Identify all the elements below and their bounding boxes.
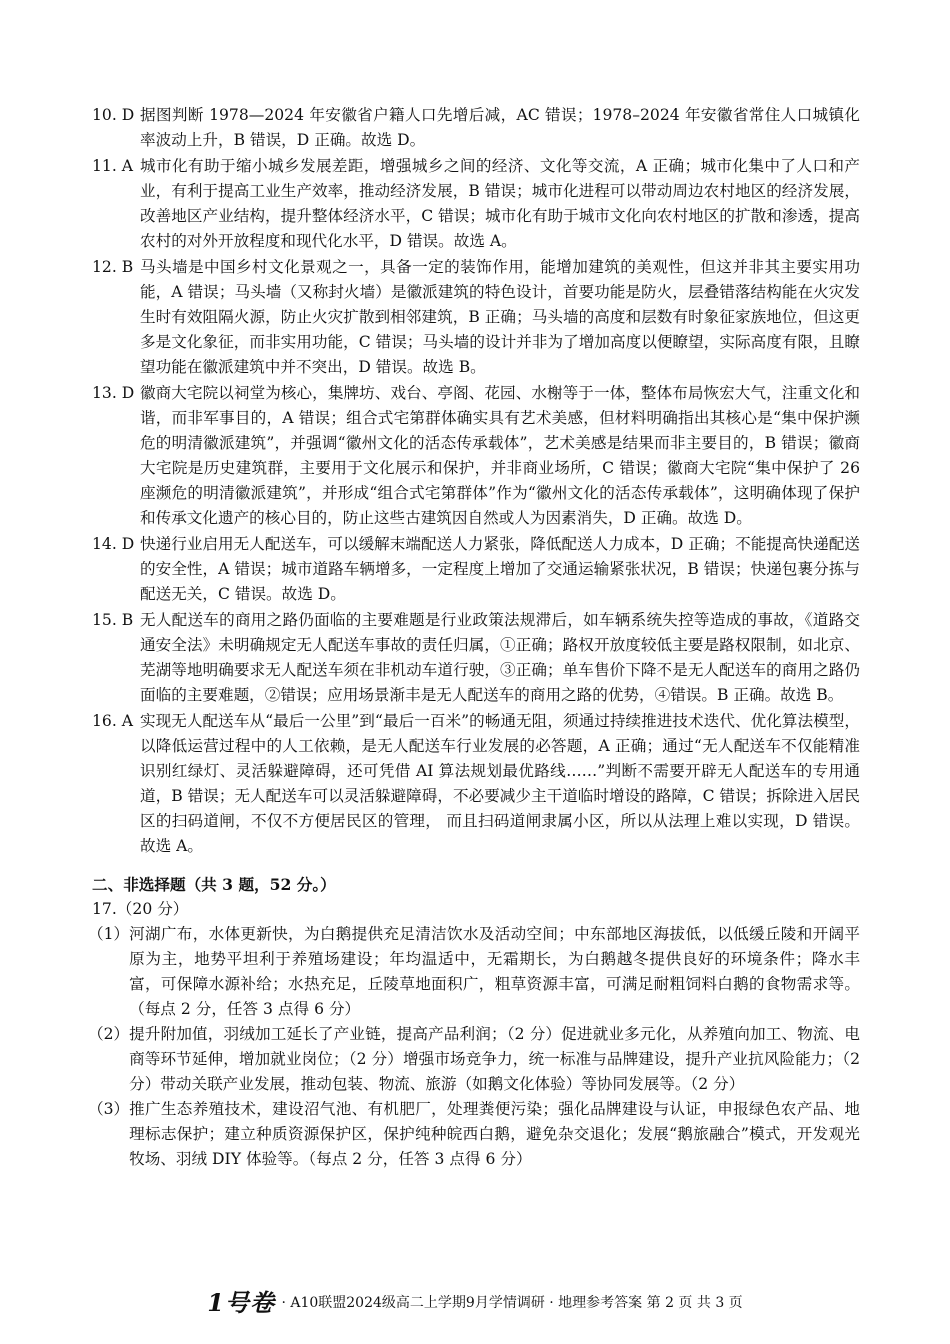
answer-number: 12. B: [92, 258, 134, 276]
section-title: 二、非选择题（共 3 题，52 分。）: [92, 875, 336, 894]
answer-12: [92, 255, 860, 380]
sub-answer-text: 提升附加值，羽绒加工延长了产业链，提高产品利润；（2 分）促进就业多元化，从养殖向加工、物流、电商等环节延伸，增加就业岗位；（2 分）增强市场竞争力，统一标准与品牌建设，提升产业抗风险能力；（2 分）带动关联产业发展，推动包装、物流、旅游（如鹅文化体验）等协同发展等。（2 分）: [129, 1025, 860, 1093]
answer-explanation: 快递行业启用无人配送车，可以缓解末端配送人力紧张，降低配送人力成本，D 正确；不能提高快递配送的安全性，A 错误；城市道路车辆增多，一定程度上增加了交通运输紧张状况，B 错误；快递包裹分拣与配送无关，C 错误。故选 D。: [140, 535, 860, 603]
sub-answer-number: （1）: [88, 925, 130, 943]
answer-10: [92, 103, 860, 153]
answer-15: [92, 608, 860, 708]
answer-number: 10. D: [92, 106, 135, 124]
sub-answer-text: 河湖广布，水体更新快，为白鹅提供充足清洁饮水及活动空间；中东部地区海拔低，以低缓丘陵和开阔平原为主，地势平坦利于养殖场建设；年均温适中，无霜期长，为白鹅越冬提供良好的环境条件；降水丰富，可保障水源补给；水热充足，丘陵草地面积广，粗草资源丰富，可满足耐粗饲料白鹅的食物需求等。（每点 2 分，任答 3 点得 6 分）: [129, 925, 860, 1018]
answer-number: 15. B: [92, 611, 134, 629]
sub-answer-2: [88, 1022, 860, 1097]
sub-answer-number: （2）: [88, 1025, 130, 1043]
answer-number: 13. D: [92, 384, 135, 402]
answer-16: [92, 709, 860, 859]
sub-answer-text: 推广生态养殖技术，建设沼气池、有机肥厂，处理粪便污染；强化品牌建设与认证，申报绿色农产品、地理标志保护；建立种质资源保护区，保护纯种皖西白鹅，避免杂交退化；发展“鹅旅融合”模式，开发观光牧场、羽绒 DIY 体验等。（每点 2 分，任答 3 点得 6 分）: [129, 1100, 860, 1168]
answer-explanation: 徽商大宅院以祠堂为核心，集牌坊、戏台、亭阁、花园、水榭等于一体，整体布局恢宏大气，注重文化和谐，而非军事目的，A 错误；组合式宅第群体确实具有艺术美感，但材料明确指出其核心是“集中保护濒危的明清徽派建筑”，并强调“徽州文化的活态传承载体”，艺术美感是结果而非主要目的，B 错误；徽商大宅院是历史建筑群，主要用于文化展示和保护，并非商业场所，C 错误；徽商大宅院“集中保护了 26 座濒危的明清徽派建筑”，并形成“组合式宅第群体”作为“徽州文化的活态传承载体”，这明确体现了保护和传承文化遗产的核心目的，防止这些古建筑因自然或人为因素消失，D 正确。故选 D。: [140, 384, 860, 527]
sub-answer-number: （3）: [88, 1100, 130, 1118]
answer-number: 11. A: [92, 157, 134, 175]
sub-answer-3: [88, 1097, 860, 1172]
answer-number: 16. A: [92, 712, 134, 730]
answer-explanation: 无人配送车的商用之路仍面临的主要难题是行业政策法规滞后，如车辆系统失控等造成的事故，《道路交通安全法》未明确规定无人配送车事故的责任归属，①正确；路权开放度较低主要是路权限制，如北京、芜湖等地明确要求无人配送车须在非机动车道行驶，③正确；单车售价下降不是无人配送车的商用之路仍面临的主要难题，②错误；应用场景渐丰是无人配送车的商用之路的优势，④错误。B 正确。故选 B。: [140, 611, 860, 704]
answer-number: 14. D: [92, 535, 135, 553]
brand-logo: 1号卷: [207, 1288, 275, 1317]
answer-content: [88, 103, 860, 1172]
answer-explanation: 实现无人配送车从“最后一公里”到“最后一百米”的畅通无阻，须通过持续推进技术迭代、优化算法模型，以降低运营过程中的人工依赖，是无人配送车行业发展的必答题，A 正确；通过“无人配送车不仅能精准识别红绿灯、灵活躲避障碍，还可凭借 AI 算法规划最优路线……”判断不需要开辟无人配送车的专用通道，B 错误；无人配送车可以灵活躲避障碍，不必要减少主干道临时增设的路障，C 错误；拆除进入居民区的扫码道闸，不仅不方便居民区的管理， 而且扫码道闸隶属小区，所以从法理上难以实现，D 错误。故选 A。: [140, 712, 860, 855]
answer-explanation: 马头墙是中国乡村文化景观之一，具备一定的装饰作用，能增加建筑的美观性，但这并非其主要实用功能，A 错误；马头墙（又称封火墙）是徽派建筑的特色设计，首要功能是防火，层叠错落结构能在火灾发生时有效阻隔火源，防止火灾扩散到相邻建筑，B 正确；马头墙的高度和层数有时象征家族地位，但这更多是文化象征，而非实用功能，C 错误；马头墙的设计并非为了增加高度以便瞭望，实际高度有限，且瞭望功能在徽派建筑中并不突出，D 错误。故选 B。: [140, 258, 860, 376]
answer-13: [92, 381, 860, 531]
answer-11: [92, 154, 860, 254]
page-footer: [0, 1288, 950, 1317]
footer-text: · A10联盟2024级高二上学期9月学情调研 · 地理参考答案 第 2 页 共 3 页: [281, 1295, 743, 1311]
answer-explanation: 城市化有助于缩小城乡发展差距，增强城乡之间的经济、文化等交流，A 正确；城市化集中了人口和产业，有利于提高工业生产效率，推动经济发展，B 错误；城市化进程可以带动周边农村地区的经济发展，改善地区产业结构，提升整体经济水平，C 错误；城市化有助于城市文化向农村地区的扩散和渗透，提高农村的对外开放程度和现代化水平，D 错误。故选 A。: [140, 157, 860, 250]
answer-14: [92, 532, 860, 607]
question-heading: 17.（20 分）: [92, 900, 189, 918]
sub-answer-1: [88, 922, 860, 1022]
answer-explanation: 据图判断 1978—2024 年安徽省户籍人口先增后减，AC 错误；1978–2024 年安徽省常住人口城镇化率波动上升，B 错误，D 正确。故选 D。: [140, 106, 860, 149]
